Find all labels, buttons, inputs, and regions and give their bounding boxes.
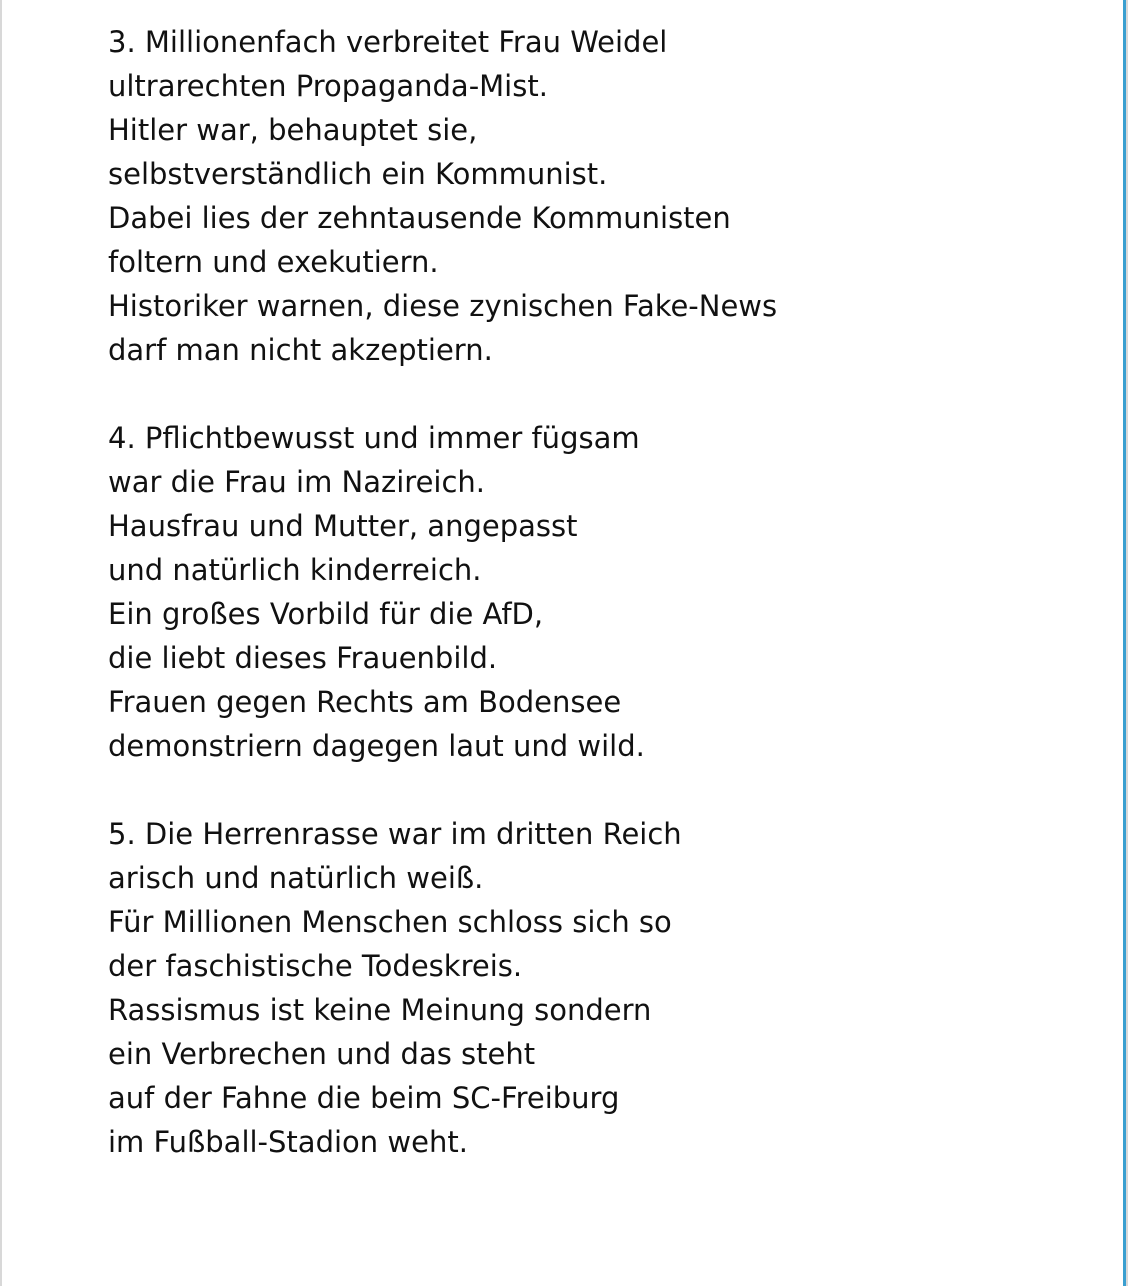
poem-line: Historiker warnen, diese zynischen Fake-News — [108, 289, 778, 323]
poem-line: war die Frau im Nazireich. — [108, 465, 486, 499]
poem-line: der faschistische Todeskreis. — [108, 949, 523, 983]
poem-line: auf der Fahne die beim SC-Freiburg — [108, 1081, 620, 1115]
poem-line: Für Millionen Menschen schloss sich so — [108, 905, 672, 939]
poem-line: Hausfrau und Mutter, angepasst — [108, 509, 578, 543]
poem-line: Rassismus ist keine Meinung sondern — [108, 993, 652, 1027]
poem-line: 4. Pflichtbewusst und immer fügsam — [108, 421, 640, 455]
stanza-4 — [108, 416, 1098, 768]
stanza-3 — [108, 20, 1098, 372]
poem-line: und natürlich kinderreich. — [108, 553, 482, 587]
poem-line: im Fußball-Stadion weht. — [108, 1125, 468, 1159]
poem-line: foltern und exekutiern. — [108, 245, 439, 279]
poem-line: Ein großes Vorbild für die AfD, — [108, 597, 544, 631]
poem-line: arisch und natürlich weiß. — [108, 861, 484, 895]
page-left-edge — [0, 0, 2, 1286]
poem-line: selbstverständlich ein Kommunist. — [108, 157, 608, 191]
poem-line: Frauen gegen Rechts am Bodensee — [108, 685, 622, 719]
poem-line: ein Verbrechen und das steht — [108, 1037, 536, 1071]
poem-text — [108, 20, 1098, 1208]
poem-line: demonstriern dagegen laut und wild. — [108, 729, 645, 763]
poem-line: die liebt dieses Frauenbild. — [108, 641, 498, 675]
poem-line: 5. Die Herrenrasse war im dritten Reich — [108, 817, 682, 851]
poem-line: ultrarechten Propaganda-Mist. — [108, 69, 548, 103]
poem-line: Hitler war, behauptet sie, — [108, 113, 478, 147]
poem-line: 3. Millionenfach verbreitet Frau Weidel — [108, 25, 668, 59]
poem-line: Dabei lies der zehntausende Kommunisten — [108, 201, 731, 235]
poem-line: darf man nicht akzeptiern. — [108, 333, 493, 367]
stanza-5 — [108, 812, 1098, 1164]
